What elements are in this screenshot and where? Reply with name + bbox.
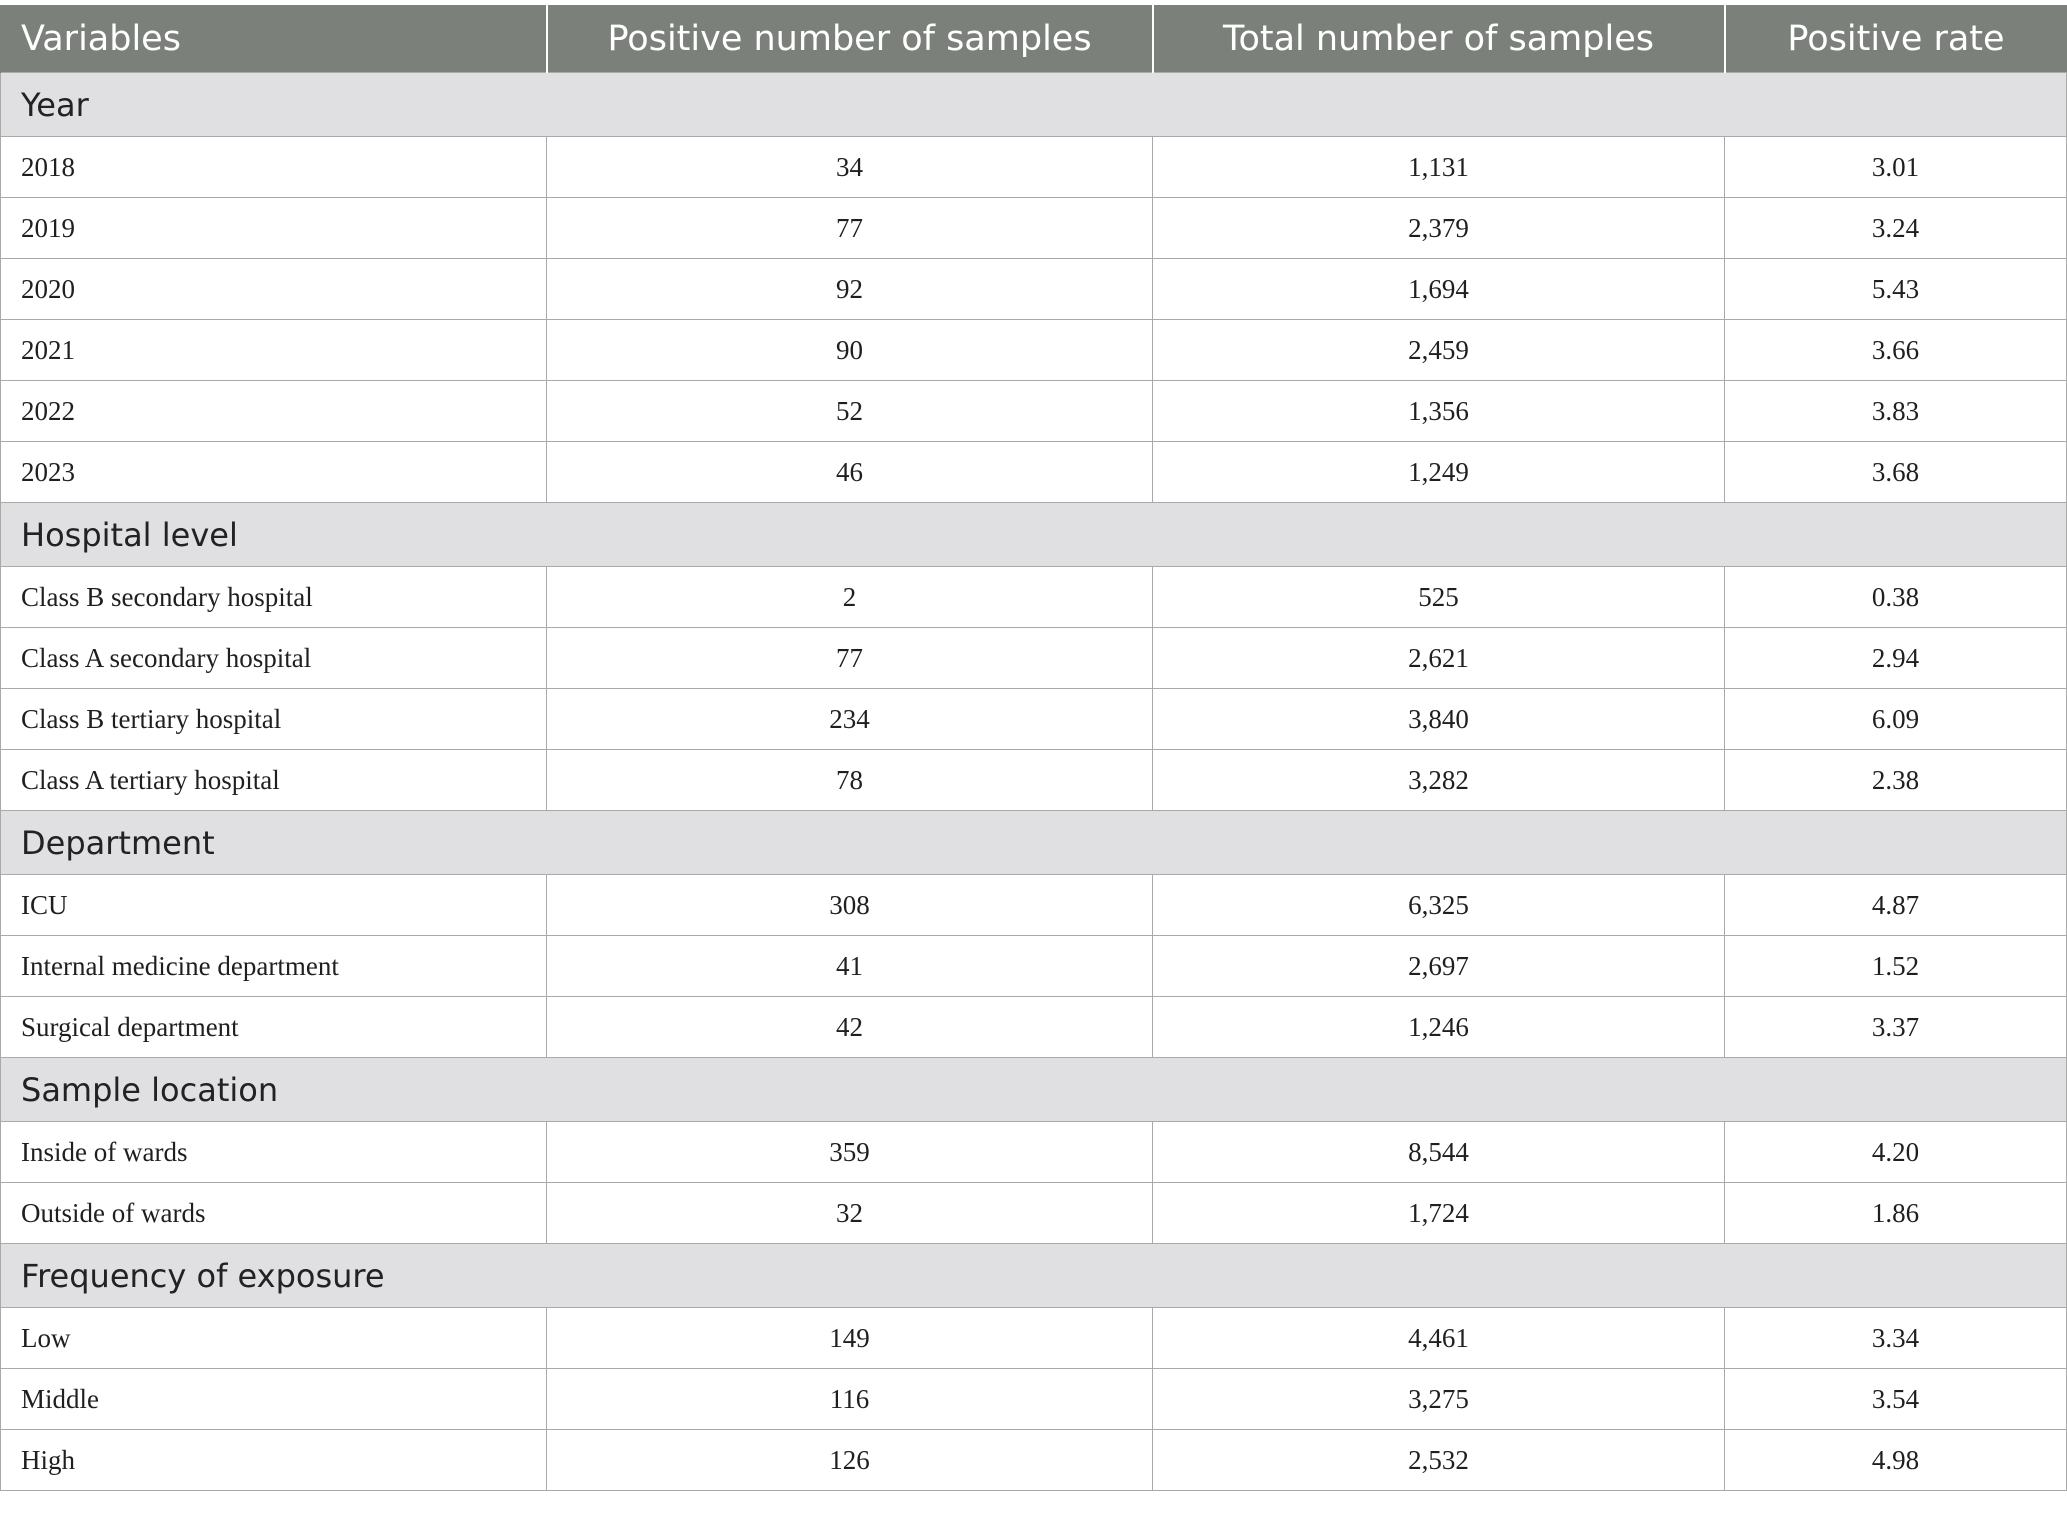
cell-total: 3,282: [1153, 750, 1725, 811]
group-label: Hospital level: [1, 503, 2067, 567]
table-row: [1, 381, 2067, 442]
cell-positive: 359: [547, 1122, 1153, 1183]
table-row: [1, 750, 2067, 811]
cell-total: 6,325: [1153, 875, 1725, 936]
cell-rate: 0.38: [1725, 567, 2067, 628]
table-row: [1, 1122, 2067, 1183]
table-row: [1, 567, 2067, 628]
cell-total: 2,379: [1153, 198, 1725, 259]
cell-variable: 2023: [1, 442, 547, 503]
cell-total: 1,356: [1153, 381, 1725, 442]
table-row: [1, 936, 2067, 997]
cell-variable: Middle: [1, 1369, 547, 1430]
cell-positive: 41: [547, 936, 1153, 997]
cell-rate: 3.37: [1725, 997, 2067, 1058]
cell-total: 2,532: [1153, 1430, 1725, 1491]
group-label: Sample location: [1, 1058, 2067, 1122]
group-label: Year: [1, 73, 2067, 137]
cell-positive: 90: [547, 320, 1153, 381]
cell-total: 2,697: [1153, 936, 1725, 997]
cell-variable: 2022: [1, 381, 547, 442]
table-row: [1, 997, 2067, 1058]
cell-variable: Class B tertiary hospital: [1, 689, 547, 750]
cell-rate: 4.98: [1725, 1430, 2067, 1491]
cell-total: 1,694: [1153, 259, 1725, 320]
cell-rate: 3.34: [1725, 1308, 2067, 1369]
group-row-sample-location: [1, 1058, 2067, 1122]
cell-variable: High: [1, 1430, 547, 1491]
header-total-number: Total number of samples: [1153, 5, 1725, 73]
cell-variable: 2019: [1, 198, 547, 259]
cell-rate: 3.54: [1725, 1369, 2067, 1430]
cell-positive: 126: [547, 1430, 1153, 1491]
cell-total: 8,544: [1153, 1122, 1725, 1183]
cell-positive: 234: [547, 689, 1153, 750]
cell-positive: 2: [547, 567, 1153, 628]
table-row: [1, 1430, 2067, 1491]
cell-positive: 116: [547, 1369, 1153, 1430]
table-row: [1, 689, 2067, 750]
cell-rate: 1.52: [1725, 936, 2067, 997]
cell-rate: 6.09: [1725, 689, 2067, 750]
cell-total: 2,621: [1153, 628, 1725, 689]
cell-rate: 3.83: [1725, 381, 2067, 442]
table-row: [1, 628, 2067, 689]
group-row-frequency-of-exposure: [1, 1244, 2067, 1308]
cell-total: 525: [1153, 567, 1725, 628]
cell-positive: 52: [547, 381, 1153, 442]
cell-total: 4,461: [1153, 1308, 1725, 1369]
table-header: [1, 5, 2067, 73]
table-body: [1, 73, 2067, 1491]
cell-rate: 5.43: [1725, 259, 2067, 320]
cell-variable: Surgical department: [1, 997, 547, 1058]
table-row: [1, 442, 2067, 503]
cell-positive: 34: [547, 137, 1153, 198]
cell-rate: 3.24: [1725, 198, 2067, 259]
table-row: [1, 1369, 2067, 1430]
table-row: [1, 1308, 2067, 1369]
cell-variable: Outside of wards: [1, 1183, 547, 1244]
table-row: [1, 259, 2067, 320]
cell-variable: 2018: [1, 137, 547, 198]
data-table: [0, 5, 2067, 1491]
cell-rate: 3.68: [1725, 442, 2067, 503]
cell-variable: 2021: [1, 320, 547, 381]
cell-total: 3,275: [1153, 1369, 1725, 1430]
cell-total: 3,840: [1153, 689, 1725, 750]
cell-variable: Internal medicine department: [1, 936, 547, 997]
cell-positive: 42: [547, 997, 1153, 1058]
cell-variable: Class A tertiary hospital: [1, 750, 547, 811]
cell-positive: 46: [547, 442, 1153, 503]
cell-variable: Class A secondary hospital: [1, 628, 547, 689]
table-row: [1, 875, 2067, 936]
cell-variable: 2020: [1, 259, 547, 320]
cell-positive: 78: [547, 750, 1153, 811]
cell-variable: ICU: [1, 875, 547, 936]
group-row-department: [1, 811, 2067, 875]
cell-positive: 92: [547, 259, 1153, 320]
table-row: [1, 137, 2067, 198]
cell-positive: 32: [547, 1183, 1153, 1244]
header-positive-number: Positive number of samples: [547, 5, 1153, 73]
cell-rate: 3.01: [1725, 137, 2067, 198]
cell-rate: 1.86: [1725, 1183, 2067, 1244]
cell-rate: 2.38: [1725, 750, 2067, 811]
cell-total: 1,131: [1153, 137, 1725, 198]
header-positive-rate: Positive rate: [1725, 5, 2067, 73]
cell-positive: 149: [547, 1308, 1153, 1369]
table-row: [1, 1183, 2067, 1244]
cell-total: 1,724: [1153, 1183, 1725, 1244]
group-label: Department: [1, 811, 2067, 875]
cell-positive: 77: [547, 198, 1153, 259]
cell-total: 1,246: [1153, 997, 1725, 1058]
cell-rate: 3.66: [1725, 320, 2067, 381]
header-row: [1, 5, 2067, 73]
cell-total: 1,249: [1153, 442, 1725, 503]
header-variables: Variables: [1, 5, 547, 73]
cell-variable: Class B secondary hospital: [1, 567, 547, 628]
table-row: [1, 198, 2067, 259]
cell-variable: Inside of wards: [1, 1122, 547, 1183]
group-label: Frequency of exposure: [1, 1244, 2067, 1308]
group-row-hospital-level: [1, 503, 2067, 567]
cell-rate: 4.87: [1725, 875, 2067, 936]
table-row: [1, 320, 2067, 381]
cell-variable: Low: [1, 1308, 547, 1369]
cell-positive: 77: [547, 628, 1153, 689]
cell-positive: 308: [547, 875, 1153, 936]
cell-rate: 4.20: [1725, 1122, 2067, 1183]
cell-total: 2,459: [1153, 320, 1725, 381]
group-row-year: [1, 73, 2067, 137]
cell-rate: 2.94: [1725, 628, 2067, 689]
